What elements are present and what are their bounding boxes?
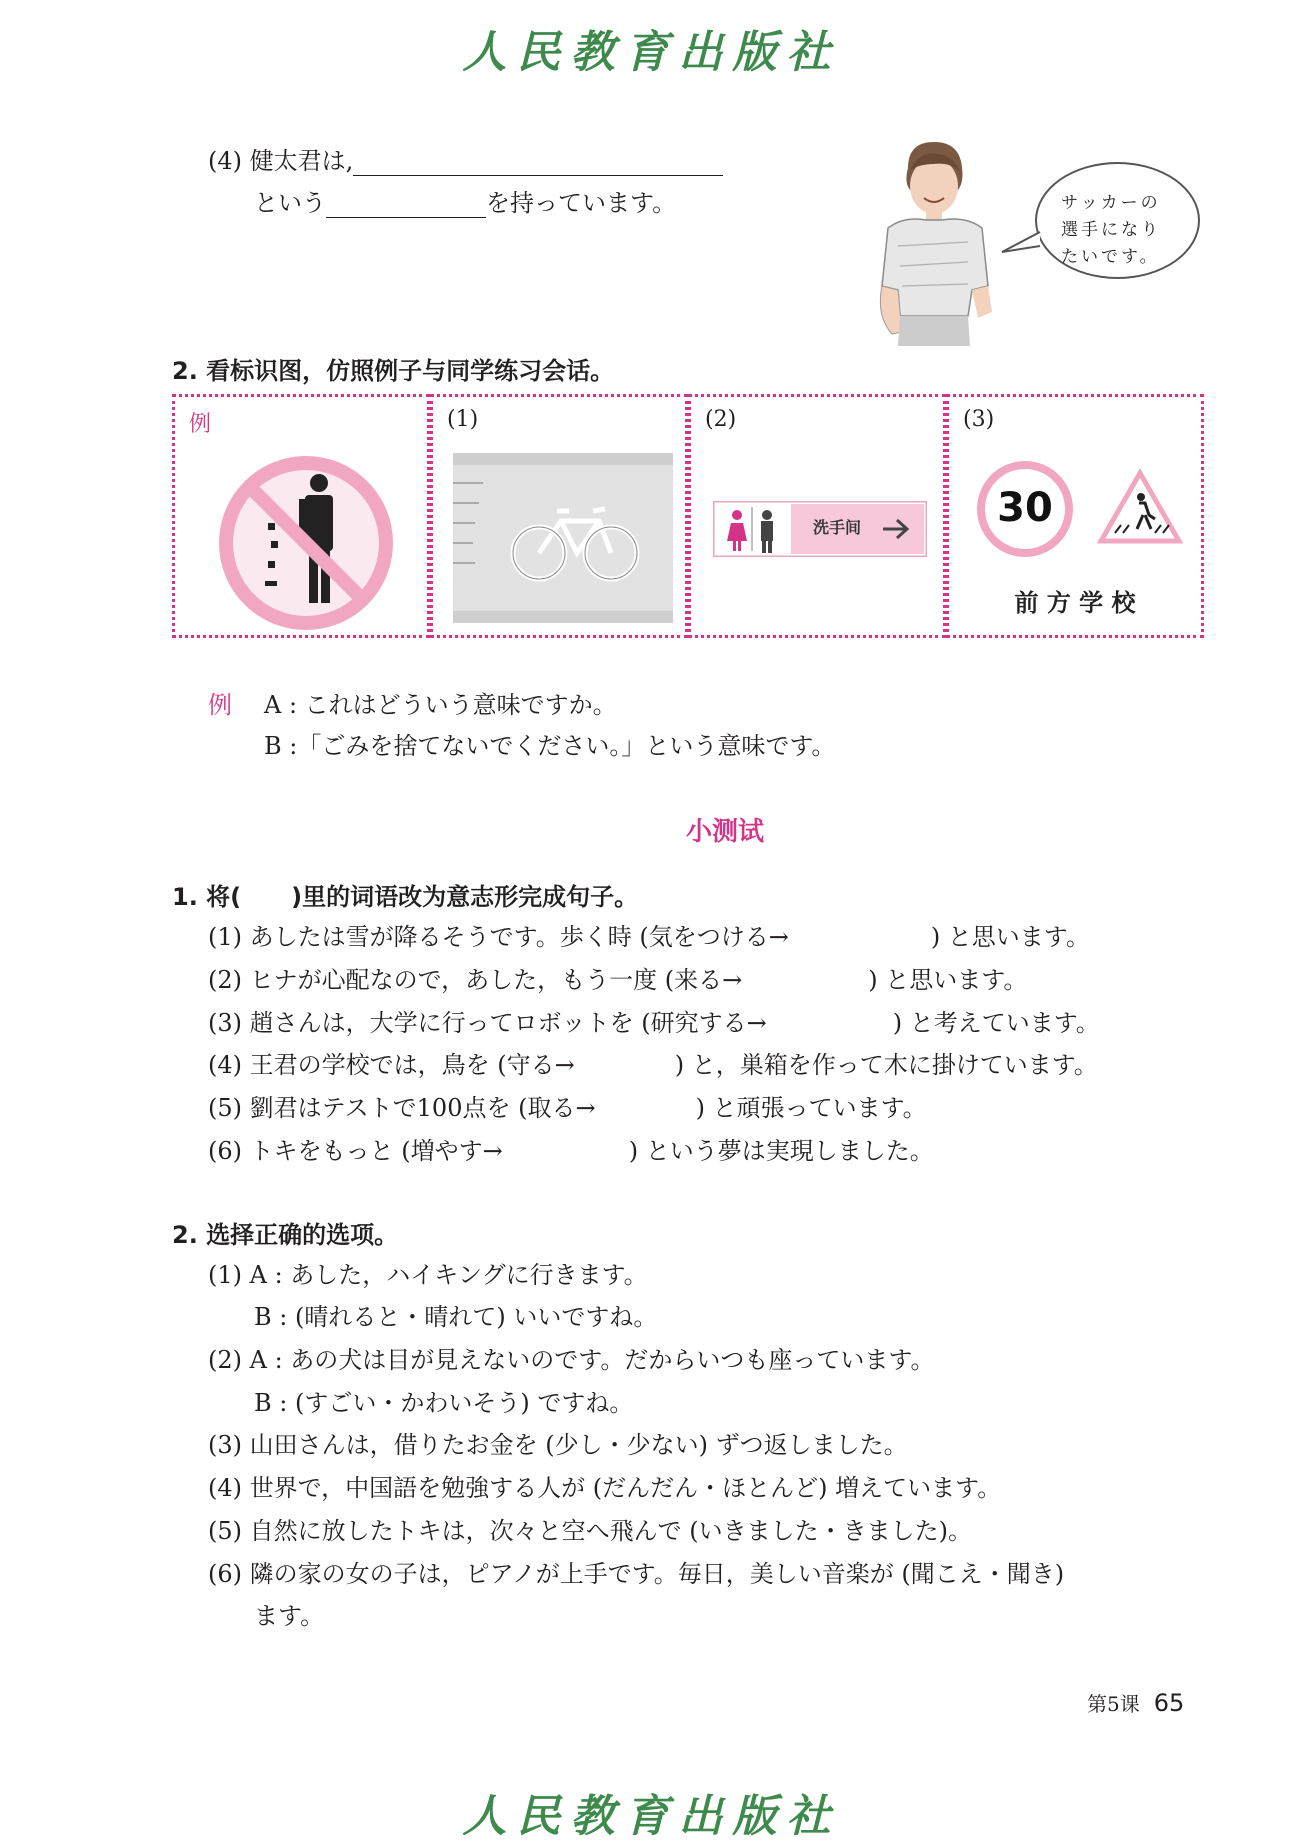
- quiz1-item-text: (1) あしたは雪が降るそうです。歩く時 (気をつける→: [208, 923, 789, 951]
- boy-illustration: [868, 136, 998, 346]
- example-label: 例: [208, 691, 232, 719]
- exercise2-title: 2. 看标识图，仿照例子与同学练习会话。: [172, 357, 615, 385]
- publisher-footer: 人民教育出版社: [462, 1791, 841, 1842]
- quiz1-title-post: )里的词语改为意志形完成句子。: [291, 883, 639, 911]
- quiz2-line: ます。: [254, 1602, 325, 1630]
- sign-label: (1): [447, 407, 479, 432]
- quiz-title: 小测试: [685, 817, 764, 847]
- item4-text-post: を持っています。: [486, 189, 677, 217]
- quiz2-line: (1) A : あした，ハイキングに行きます。: [208, 1261, 648, 1289]
- quiz1-item: [208, 1136, 934, 1166]
- quiz2-line: (2) A : あの犬は目が見えないのです。だからいつも座っています。: [208, 1346, 935, 1374]
- school-ahead-text: 前 方 学 校: [1014, 589, 1136, 617]
- sign-label: (2): [705, 407, 737, 432]
- quiz1-item-text: ) と思います。: [930, 923, 1090, 951]
- quiz1-item-text: ) と思います。: [868, 966, 1028, 994]
- quiz1-item: [208, 965, 1027, 995]
- item4-text: (4) 健太君は,: [208, 147, 354, 175]
- sign-box-2: [688, 394, 946, 638]
- speed-limit-value: 30: [997, 485, 1053, 531]
- quiz1-item-text: (3) 趙さんは，大学に行ってロボットを (研究する→: [208, 1009, 767, 1037]
- bubble-line: 選手になり: [1061, 220, 1161, 240]
- quiz1-item-text: (5) 劉君はテストで100点を (取る→: [208, 1094, 596, 1122]
- quiz2-line: B : (晴れると・晴れて) いいですね。: [254, 1303, 658, 1331]
- quiz1-item: [208, 1008, 1100, 1038]
- quiz2-line: (6) 隣の家の女の子は，ピアノが上手です。毎日，美しい音楽が (聞こえ・聞き): [208, 1560, 1065, 1588]
- quiz1-item: [208, 1093, 927, 1123]
- bicycle-lane-icon: [453, 453, 673, 623]
- restroom-text: 洗手间: [813, 518, 862, 537]
- bubble-line: たいです。: [1061, 247, 1160, 267]
- lesson-label: 第5课: [1087, 1692, 1140, 1716]
- quiz1-item: [208, 922, 1090, 952]
- quiz1-item-text: ) と頑張っています。: [695, 1094, 927, 1122]
- quiz2-line: B : (すごい・かわいそう) ですね。: [254, 1389, 634, 1417]
- sign-box-1: [430, 394, 688, 638]
- school-crossing-sign-icon: [1097, 469, 1183, 545]
- bubble-line: サッカーの: [1061, 193, 1161, 213]
- answer-blank[interactable]: [326, 194, 486, 218]
- quiz1-item-text: (6) トキをもっと (増やす→: [208, 1137, 503, 1165]
- page-footer: [1087, 1688, 1184, 1717]
- page-number: 65: [1153, 1689, 1185, 1717]
- sign-box-3: [946, 394, 1204, 638]
- quiz1-title: [172, 882, 638, 912]
- quiz1-item-text: ) と，巣箱を作って木に掛けています。: [674, 1051, 1098, 1079]
- sign-box-example: [172, 394, 430, 638]
- quiz2-line: (3) 山田さんは，借りたお金を (少し・少ない) ずつ返しました。: [208, 1431, 908, 1459]
- item4-line1: [208, 146, 723, 176]
- speech-bubble: [1035, 162, 1200, 279]
- sign-label: (3): [963, 407, 995, 432]
- no-littering-sign-icon: [211, 453, 401, 633]
- item4-text-pre: という: [254, 189, 326, 217]
- quiz2-title: 2. 选择正确的选项。: [172, 1221, 399, 1249]
- quiz1-item-text: (4) 王君の学校では，鳥を (守る→: [208, 1051, 575, 1079]
- example-line-a: A : これはどういう意味ですか。: [264, 691, 617, 719]
- quiz1-item: [208, 1050, 1098, 1080]
- quiz1-item-text: (2) ヒナが心配なので，あした，もう一度 (来る→: [208, 966, 743, 994]
- quiz1-item-text: ) という夢は実現しました。: [628, 1137, 934, 1165]
- speech-bubble-text: [1061, 190, 1161, 271]
- quiz1-title-pre: 1. 将(: [172, 883, 242, 911]
- quiz2-line: (5) 自然に放したトキは，次々と空へ飛んで (いきました・きました)。: [208, 1517, 972, 1545]
- quiz2-line: (4) 世界で，中国語を勉強する人が (だんだん・ほとんど) 増えています。: [208, 1474, 1002, 1502]
- quiz1-item-text: ) と考えています。: [892, 1009, 1100, 1037]
- example-line-b: B :「ごみを捨てないでください。」という意味です。: [264, 732, 836, 760]
- sign-label: 例: [189, 412, 212, 437]
- publisher-header: 人民教育出版社: [462, 27, 841, 78]
- item4-line2: [254, 188, 676, 218]
- bubble-tail: [1000, 228, 1044, 258]
- answer-blank[interactable]: [353, 152, 723, 176]
